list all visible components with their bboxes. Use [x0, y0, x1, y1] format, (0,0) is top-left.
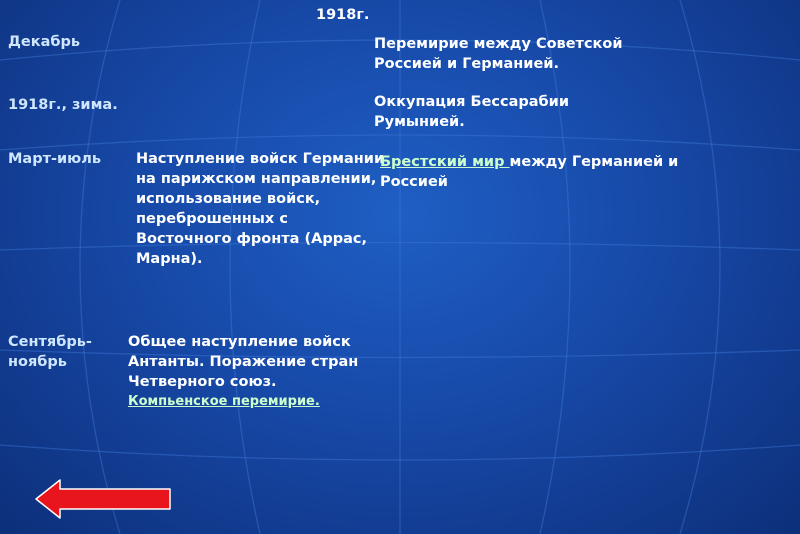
- left-arrow-icon[interactable]: [34, 478, 174, 520]
- year-heading: 1918г.: [316, 7, 370, 23]
- row-events-winter: Оккупация Бессарабии Румынией.: [374, 94, 569, 130]
- row-events-sept-nov: Общее наступление войск Антанты. Поражение стран Четверного союз.: [128, 334, 359, 390]
- row-date-sept-nov: Сентябрь-ноябрь: [8, 334, 92, 370]
- row-date-december: Декабрь: [8, 34, 81, 50]
- row-events-march-july: Наступление войск Германии на парижском направлении, использование войск, переброшенных с Восточного фронта (Аррас, Марна).: [136, 151, 385, 267]
- row-date-winter: 1918г., зима.: [8, 97, 118, 113]
- brest-treaty-text: между Германией и Россией: [380, 154, 679, 190]
- brest-treaty-line: [380, 152, 720, 192]
- row-events-december: Перемирие между Советской Россией и Германией.: [374, 36, 623, 72]
- brest-treaty-link[interactable]: Брестский мир: [380, 154, 510, 170]
- row-date-march-july: Март-июль: [8, 151, 102, 167]
- compiegne-line: [128, 392, 320, 412]
- compiegne-armistice-link[interactable]: Компьенское перемирие.: [128, 394, 320, 409]
